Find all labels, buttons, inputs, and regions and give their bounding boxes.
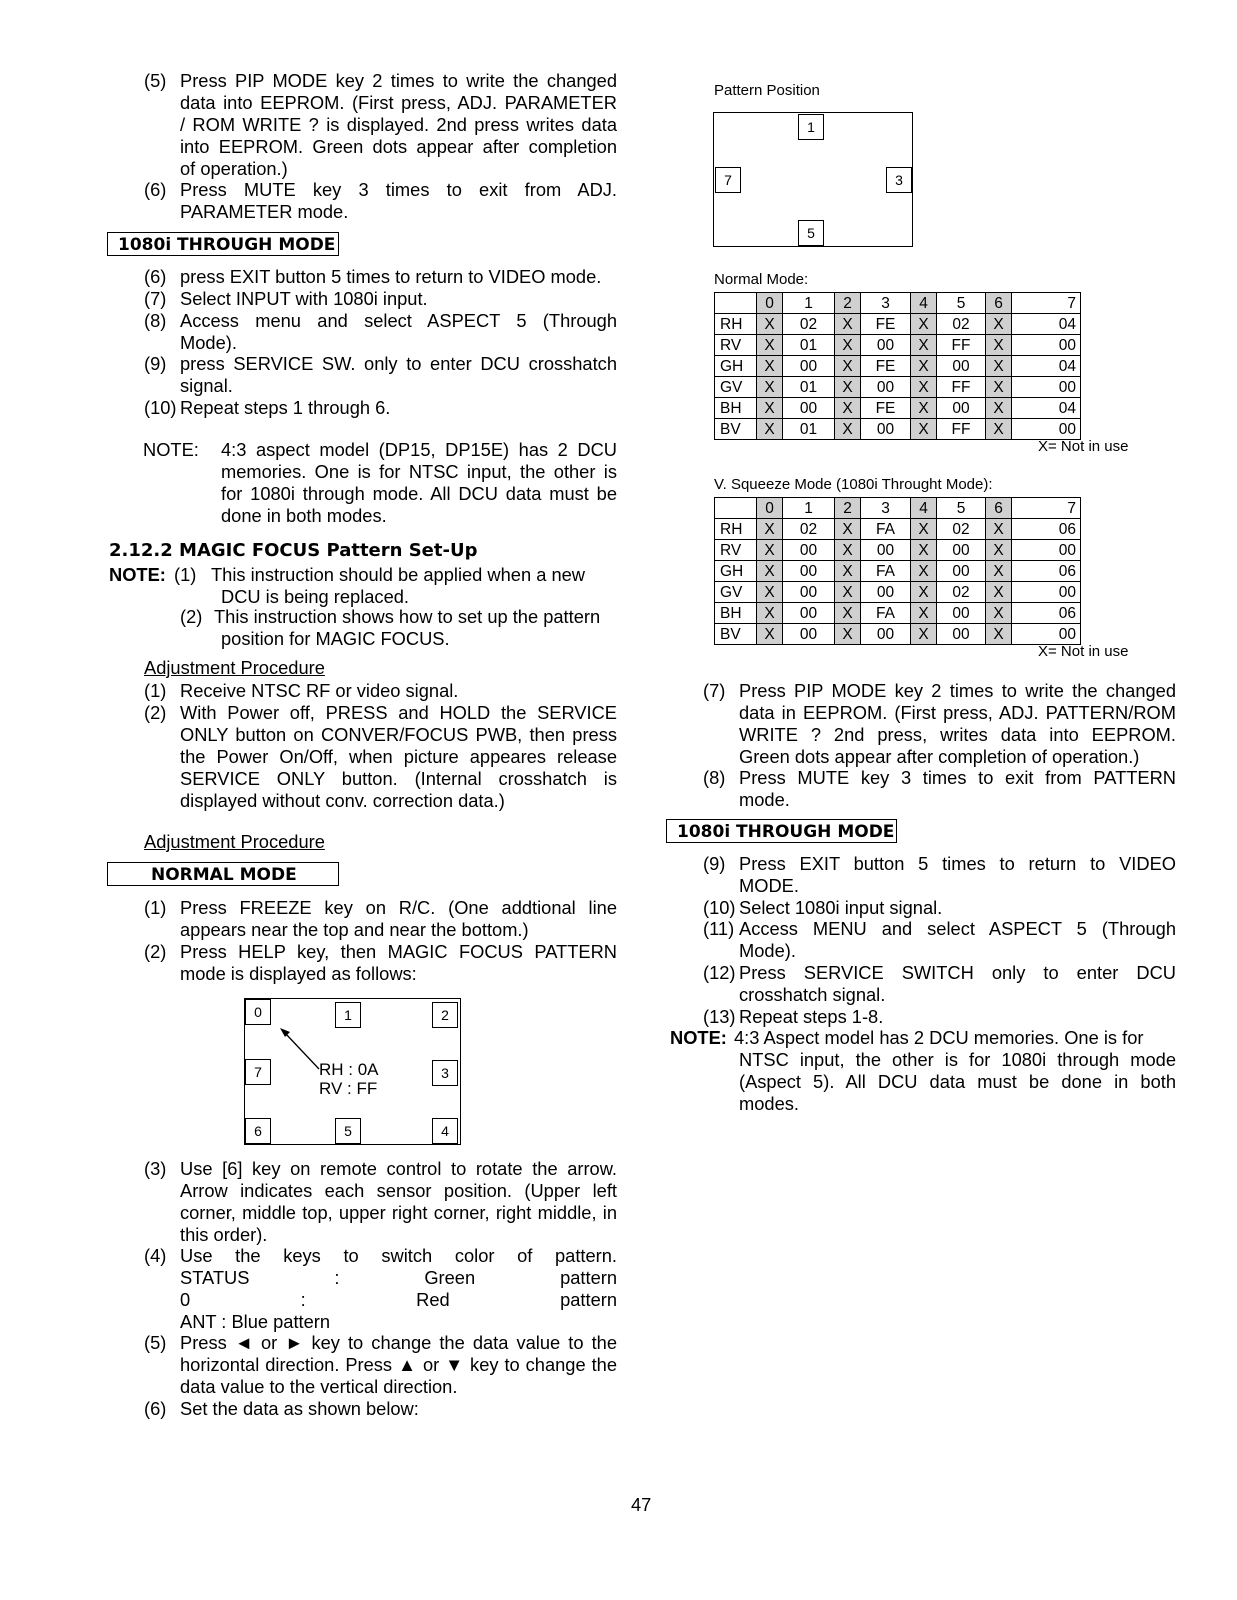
table-header-row: [715, 498, 1081, 519]
table-cell: X: [986, 377, 1012, 398]
table-cell: X: [835, 419, 861, 440]
table-cell: X: [911, 335, 937, 356]
adjustment-procedure-1: Adjustment Procedure: [144, 657, 325, 678]
table-cell: X: [911, 603, 937, 624]
text-line: NTSC input, the other is for 1080i through mode: [739, 1049, 1176, 1070]
text-line: the Power On/Off, when picture appeares release: [180, 745, 617, 767]
table-cell: FA: [861, 603, 911, 624]
text-line: Green dots appear after completion of operation.): [739, 746, 1140, 767]
table-cell: 4: [911, 498, 937, 519]
item-number: (3): [144, 1158, 167, 1179]
table-cell: BH: [715, 603, 757, 624]
table-cell: X: [911, 561, 937, 582]
table-cell: X: [835, 561, 861, 582]
item-text: [180, 1158, 617, 1246]
text-line: this order).: [180, 1224, 268, 1245]
section-title: 2.12.2 MAGIC FOCUS Pattern Set-Up: [109, 540, 478, 561]
table-row: [715, 603, 1081, 624]
note2-label: NOTE:: [109, 564, 166, 585]
item-text: [180, 397, 617, 419]
table-cell: FF: [937, 419, 986, 440]
table-row: [715, 314, 1081, 335]
item-text: [739, 1006, 1176, 1028]
text-line: data in EEPROM. (First press, ADJ. PATTERN/ROM: [739, 702, 1176, 723]
item-text: [180, 288, 617, 310]
table-cell: X: [911, 398, 937, 419]
table-cell: 00: [861, 540, 911, 561]
item-text: [180, 266, 617, 288]
table-cell: X: [757, 540, 783, 561]
table-cell: 01: [783, 335, 835, 356]
table-cell: X: [757, 561, 783, 582]
squeeze-mode-label: V. Squeeze Mode (1080i Throught Mode):: [714, 476, 993, 493]
table-cell: FF: [937, 377, 986, 398]
table-row: [715, 561, 1081, 582]
sensor-box-1: 1: [335, 1002, 361, 1028]
table-cell: 00: [861, 377, 911, 398]
text-line: data value to the vertical direction.: [180, 1376, 458, 1398]
table-cell: 2: [835, 498, 861, 519]
table-cell: 04: [1012, 398, 1081, 419]
table-cell: X: [986, 314, 1012, 335]
text-line: Press HELP key, then MAGIC FOCUS PATTERN: [180, 940, 617, 962]
table-cell: 00: [937, 561, 986, 582]
text-line: ANT : Blue pattern: [180, 1311, 331, 1333]
table-cell: X: [835, 540, 861, 561]
item-number: (6): [144, 1397, 167, 1419]
item-number: (2): [144, 701, 167, 723]
item-text: [180, 70, 617, 180]
item-text: [739, 918, 1176, 962]
text-line: horizontal direction. Press ▲ or ▼ key to change the: [180, 1354, 617, 1376]
text-line: of operation.): [180, 158, 288, 179]
item-number: (1): [144, 897, 167, 918]
table-cell: X: [986, 540, 1012, 561]
table-cell: X: [986, 335, 1012, 356]
item-number: (1): [144, 680, 167, 701]
text-line: Access menu and select ASPECT 5 (Through: [180, 309, 617, 331]
item-text: [739, 853, 1176, 897]
item-text: [180, 179, 617, 223]
text-line: PARAMETER mode.: [180, 201, 349, 222]
text-line: memories. One is for NTSC input, the other is: [221, 461, 617, 482]
table-cell: X: [757, 398, 783, 419]
table-cell: X: [986, 561, 1012, 582]
text-line: Repeat steps 1-8.: [739, 1005, 884, 1027]
table-cell: X: [911, 419, 937, 440]
rh-value: RH : 0A: [319, 1060, 379, 1079]
magic-focus-diagram: [244, 998, 461, 1145]
item-text: [180, 1398, 617, 1420]
table-cell: 02: [937, 582, 986, 603]
item-number: (6): [144, 179, 167, 200]
table-row: [715, 540, 1081, 561]
table-cell: X: [986, 356, 1012, 377]
table-cell: 3: [861, 498, 911, 519]
table-cell: FE: [861, 314, 911, 335]
pattern-position-label: Pattern Position: [714, 82, 820, 99]
sensor-box-0: 0: [245, 999, 271, 1025]
table-cell: 02: [937, 519, 986, 540]
text-line: mode is displayed as follows:: [180, 962, 417, 984]
table-cell: 7: [1012, 293, 1081, 314]
text-line: mode.: [739, 789, 790, 811]
text-line: position for MAGIC FOCUS.: [221, 627, 450, 649]
table-cell: 1: [783, 293, 835, 314]
table-cell: FF: [937, 335, 986, 356]
text-line: Mode).: [180, 331, 237, 353]
text-line: Press EXIT button 5 times to return to VIDEO: [739, 853, 1176, 874]
right-note-first-line: 4:3 Aspect model has 2 DCU memories. One is for: [734, 1027, 1144, 1048]
table-cell: 00: [1012, 419, 1081, 440]
table-cell: X: [986, 419, 1012, 440]
normal-table-footnote: X= Not in use: [1038, 438, 1129, 455]
item-number: (12): [703, 962, 736, 983]
table-cell: 02: [783, 519, 835, 540]
item-text: [180, 353, 617, 397]
table-cell: 00: [937, 398, 986, 419]
text-line: With Power off, PRESS and HOLD the SERVICE: [180, 701, 617, 723]
table-cell: X: [757, 356, 783, 377]
text-line: Select INPUT with 1080i input.: [180, 287, 428, 309]
item-text: [180, 702, 617, 812]
table-row: [715, 398, 1081, 419]
table-cell: 01: [783, 377, 835, 398]
text-line: (Aspect 5). All DCU data must be done in both: [739, 1071, 1176, 1092]
table-cell: X: [757, 377, 783, 398]
item-text: [180, 680, 617, 702]
normal-mode-header: NORMAL MODE: [107, 862, 339, 886]
table-cell: 00: [1012, 582, 1081, 603]
table-cell: 00: [783, 603, 835, 624]
through-mode-header-left: 1080i THROUGH MODE: [107, 232, 339, 256]
note1-label: NOTE:: [143, 439, 199, 460]
sensor-box-3: 3: [432, 1060, 458, 1086]
table-cell: BV: [715, 419, 757, 440]
item-number: (10): [703, 896, 736, 918]
table-header-row: [715, 293, 1081, 314]
rv-value: RV : FF: [319, 1079, 378, 1098]
item-text: [739, 897, 1176, 919]
text-line: This instruction should be applied when a new: [211, 564, 585, 585]
table-cell: FA: [861, 519, 911, 540]
table-cell: 0: [757, 293, 783, 314]
text-line: Press ◄ or ► key to change the data value to the: [180, 1332, 617, 1354]
text-line: ONLY button on CONVER/FOCUS PWB, then press: [180, 723, 617, 745]
table-cell: BV: [715, 624, 757, 645]
table-cell: X: [986, 582, 1012, 603]
item-text: [180, 941, 617, 985]
table-cell: 00: [1012, 335, 1081, 356]
item-text: [180, 1245, 617, 1333]
text-line: Press FREEZE key on R/C. (One addtional line: [180, 897, 617, 918]
table-cell: X: [911, 519, 937, 540]
text-line: modes.: [739, 1093, 799, 1114]
item-text: [739, 680, 1176, 768]
item-number: (10): [144, 396, 177, 418]
table-cell: [715, 293, 757, 314]
table-cell: X: [986, 603, 1012, 624]
item-number: (9): [703, 853, 726, 874]
text-line: Press MUTE key 3 times to exit from PATTERN: [739, 767, 1176, 789]
text-line: Press PIP MODE key 2 times to write the changed: [739, 680, 1176, 701]
text-line: Arrow indicates each sensor position. (Upper left: [180, 1180, 617, 1201]
table-cell: 00: [783, 561, 835, 582]
table-cell: X: [911, 377, 937, 398]
table-cell: X: [835, 582, 861, 603]
table-cell: 06: [1012, 561, 1081, 582]
table-row: [715, 582, 1081, 603]
table-cell: 00: [1012, 377, 1081, 398]
text-line: 4:3 aspect model (DP15, DP15E) has 2 DCU: [221, 439, 617, 460]
table-cell: X: [911, 624, 937, 645]
item-number: (2): [144, 940, 167, 962]
pattern-position-diagram: [713, 112, 913, 247]
table-cell: 1: [783, 498, 835, 519]
table-cell: FE: [861, 398, 911, 419]
table-cell: X: [835, 624, 861, 645]
table-row: [715, 419, 1081, 440]
table-cell: BH: [715, 398, 757, 419]
text-line: STATUS : Green pattern: [180, 1267, 617, 1289]
table-cell: X: [757, 419, 783, 440]
table-cell: GV: [715, 582, 757, 603]
table-cell: X: [757, 314, 783, 335]
text-line: Press PIP MODE key 2 times to write the changed: [180, 70, 617, 91]
table-cell: RV: [715, 540, 757, 561]
text-line: for 1080i through mode. All DCU data must be: [221, 483, 617, 504]
normal-mode-table: [714, 292, 1081, 440]
table-cell: RH: [715, 314, 757, 335]
table-cell: 06: [1012, 519, 1081, 540]
item-number: (13): [703, 1005, 736, 1027]
table-cell: X: [757, 519, 783, 540]
table-cell: 01: [783, 419, 835, 440]
text-line: press EXIT button 5 times to return to VIDEO mode.: [180, 266, 602, 287]
table-cell: X: [911, 582, 937, 603]
table-cell: 04: [1012, 314, 1081, 335]
table-cell: 0: [757, 498, 783, 519]
table-cell: 7: [1012, 498, 1081, 519]
table-cell: 00: [937, 356, 986, 377]
text-line: WRITE ? 2nd press, writes data into EEPROM.: [739, 724, 1176, 745]
sensor-box-7: 7: [245, 1059, 271, 1085]
table-cell: 00: [783, 624, 835, 645]
text-line: data into EEPROM. (First press, ADJ. PARAMETER: [180, 92, 617, 113]
right-note-text: [739, 1049, 1176, 1115]
item-number: (11): [703, 918, 735, 940]
pattern-box-1: 1: [798, 114, 824, 140]
item-text: [180, 1332, 617, 1398]
table-cell: X: [835, 335, 861, 356]
table-cell: 00: [861, 419, 911, 440]
text-line: Repeat steps 1 through 6.: [180, 396, 391, 418]
table-cell: GV: [715, 377, 757, 398]
text-line: DCU is being replaced.: [221, 585, 409, 607]
table-row: [715, 519, 1081, 540]
table-cell: 00: [937, 540, 986, 561]
through-mode-header-right: 1080i THROUGH MODE: [666, 819, 897, 843]
table-cell: X: [835, 398, 861, 419]
table-cell: X: [835, 377, 861, 398]
squeeze-table-footnote: X= Not in use: [1038, 643, 1129, 660]
table-cell: 4: [911, 293, 937, 314]
table-cell: X: [757, 603, 783, 624]
table-cell: X: [835, 519, 861, 540]
sensor-box-4: 4: [432, 1118, 458, 1144]
sensor-box-2: 2: [432, 1002, 458, 1028]
table-cell: X: [835, 356, 861, 377]
text-line: Set the data as shown below:: [180, 1397, 419, 1419]
item-number: (7): [703, 680, 726, 701]
text-line: Use [6] key on remote control to rotate the arrow.: [180, 1158, 617, 1179]
item-text: [180, 897, 617, 941]
item-number: (6): [144, 266, 167, 287]
adjustment-procedure-2: Adjustment Procedure: [144, 831, 325, 852]
table-cell: 00: [783, 540, 835, 561]
text-line: MODE.: [739, 875, 799, 896]
table-cell: RV: [715, 335, 757, 356]
pattern-box-3: 3: [886, 167, 912, 193]
table-cell: 5: [937, 293, 986, 314]
table-cell: X: [911, 356, 937, 377]
text-line: Mode).: [739, 940, 796, 962]
item-text: [180, 310, 617, 354]
item-number: (9): [144, 353, 167, 375]
text-line: corner, middle top, upper right corner, right middle, in: [180, 1202, 617, 1223]
table-row: [715, 377, 1081, 398]
table-cell: 6: [986, 293, 1012, 314]
table-cell: 06: [1012, 603, 1081, 624]
table-cell: GH: [715, 356, 757, 377]
table-cell: 2: [835, 293, 861, 314]
table-cell: X: [757, 335, 783, 356]
page-number: 47: [631, 1494, 652, 1515]
table-row: [715, 335, 1081, 356]
item-number: (7): [144, 287, 167, 309]
text-line: crosshatch signal.: [739, 984, 886, 1005]
table-cell: 6: [986, 498, 1012, 519]
table-row: [715, 356, 1081, 377]
item-number: (8): [703, 767, 726, 789]
table-cell: 02: [937, 314, 986, 335]
text-line: Use the keys to switch color of pattern.: [180, 1245, 617, 1267]
table-cell: GH: [715, 561, 757, 582]
text-line: This instruction shows how to set up the pattern: [214, 606, 601, 627]
item-number: (8): [144, 309, 167, 331]
table-cell: FA: [861, 561, 911, 582]
text-line: SERVICE ONLY button. (Internal crosshatch is: [180, 767, 617, 789]
text-line: press SERVICE SW. only to enter DCU crosshatch: [180, 353, 617, 375]
text-line: Press SERVICE SWITCH only to enter DCU: [739, 962, 1176, 983]
pattern-box-5: 5: [798, 220, 824, 246]
table-cell: X: [835, 603, 861, 624]
table-cell: 00: [783, 356, 835, 377]
item-number: (5): [144, 1332, 167, 1354]
table-cell: FE: [861, 356, 911, 377]
text-line: / ROM WRITE ? is displayed. 2nd press writes data: [180, 114, 617, 135]
table-cell: 5: [937, 498, 986, 519]
table-cell: X: [986, 398, 1012, 419]
text-line: into EEPROM. Green dots appear after completion: [180, 136, 617, 157]
table-cell: X: [835, 314, 861, 335]
text-line: 0 : Red pattern: [180, 1289, 617, 1311]
table-cell: 00: [1012, 624, 1081, 645]
table-cell: 00: [861, 335, 911, 356]
table-cell: 00: [783, 582, 835, 603]
text-line: Receive NTSC RF or video signal.: [180, 680, 459, 701]
squeeze-mode-table: [714, 497, 1081, 645]
table-cell: X: [757, 624, 783, 645]
item-number: (2): [180, 606, 203, 627]
item-number: (1): [174, 564, 197, 585]
text-line: Press MUTE key 3 times to exit from ADJ.: [180, 179, 617, 200]
table-row: [715, 624, 1081, 645]
table-cell: 00: [861, 624, 911, 645]
item-text: [739, 767, 1176, 811]
sensor-box-6: 6: [245, 1118, 271, 1144]
table-cell: X: [911, 540, 937, 561]
item-text: [739, 962, 1176, 1006]
table-cell: 02: [783, 314, 835, 335]
normal-mode-label: Normal Mode:: [714, 271, 809, 288]
table-cell: 00: [937, 624, 986, 645]
text-line: done in both modes.: [221, 505, 387, 526]
text-line: Select 1080i input signal.: [739, 896, 943, 918]
table-cell: RH: [715, 519, 757, 540]
item-number: (5): [144, 70, 167, 91]
table-cell: 00: [1012, 540, 1081, 561]
right-note-label: NOTE:: [670, 1027, 727, 1048]
text-line: displayed without conv. correction data.): [180, 789, 505, 811]
item-number: (4): [144, 1245, 167, 1267]
table-cell: 04: [1012, 356, 1081, 377]
table-cell: X: [757, 582, 783, 603]
note1-text: [221, 439, 617, 527]
table-cell: 00: [937, 603, 986, 624]
table-cell: 00: [783, 398, 835, 419]
table-cell: 3: [861, 293, 911, 314]
table-cell: [715, 498, 757, 519]
table-cell: 00: [861, 582, 911, 603]
sensor-box-5: 5: [335, 1118, 361, 1144]
table-cell: X: [911, 314, 937, 335]
text-line: appears near the top and near the bottom.): [180, 919, 529, 940]
table-cell: X: [986, 519, 1012, 540]
text-line: Access MENU and select ASPECT 5 (Through: [739, 918, 1176, 940]
table-cell: X: [986, 624, 1012, 645]
text-line: signal.: [180, 375, 233, 397]
pattern-box-7: 7: [715, 167, 741, 193]
